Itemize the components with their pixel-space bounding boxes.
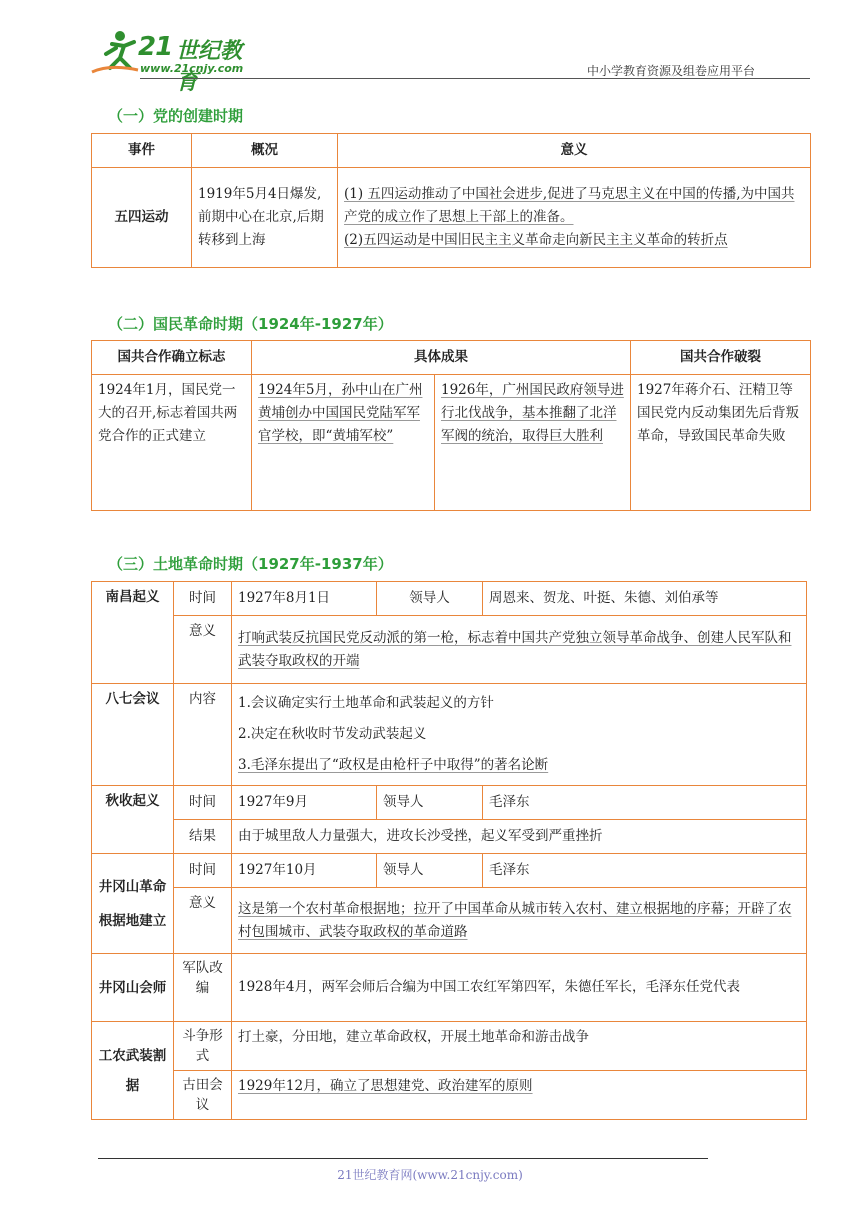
event-meaning [338,168,811,268]
platform-name: 中小学教育资源及组卷应用平台 [586,64,755,78]
section3-title: （三）土地革命时期（1927年-1937年） [108,555,393,573]
footer-divider [98,1158,708,1159]
section3-table [91,581,807,1120]
nanchang-meaning: 打响武装反抗国民党反动派的第一枪，标志着中国共产党独立领导革命战争、创建人民军队和武装夺取政权的开端 [232,616,807,684]
cell-whampoa: 1924年5月，孙中山在广州黄埔创办中国国民党陆军军官学校，即“黄埔军校” [252,375,435,511]
qiushou-leader-label: 领导人 [377,786,483,820]
qiushou-time-label: 时间 [174,786,232,820]
logo-url: www.21cnjy.com [140,62,244,75]
logo-text: 世纪教育 [176,39,243,95]
jinggangshan-name: 井冈山革命根据地建立 [92,854,174,954]
qiushou-leader: 毛泽东 [483,786,807,820]
nanchang-leader: 周恩来、贺龙、叶挺、朱德、刘伯承等 [483,582,807,616]
section2-table [91,340,811,511]
baqi-content-label: 内容 [174,684,232,786]
qiushou-name: 秋收起义 [92,786,174,854]
footer-text: 21世纪教育网(www.21cnjy.com) [337,1168,523,1182]
gegju-form-label: 斗争形式 [174,1022,232,1071]
huishi-label: 军队改编 [174,954,232,1022]
logo-number: 21 [138,32,173,62]
section2-title: （二）国民革命时期（1924年-1927年） [108,315,393,333]
baqi-item-1: 1.会议确定实行土地革命和武装起义的方针 [238,695,494,711]
jinggangshan-time-label: 时间 [174,854,232,888]
jinggangshan-meaning-label: 意义 [174,888,232,954]
cell-establish: 1924年1月，国民党一大的召开,标志着国共两党合作的正式建立 [92,375,252,511]
gegju-name: 工农武装割据 [92,1022,174,1120]
section1-title: （一）党的创建时期 [108,107,244,125]
jinggangshan-time: 1927年10月 [232,854,377,888]
baqi-item-2: 2.决定在秋收时节发动武装起义 [238,726,427,742]
runner-icon [90,28,140,76]
huishi-content: 1928年4月，两军会师后合编为中国工农红军第四军，朱德任军长，毛泽东任党代表 [232,954,807,1022]
cell-break: 1927年蒋介石、汪精卫等国民党内反动集团先后背叛革命，导致国民革命失败 [631,375,811,511]
baqi-content [232,684,807,786]
qiushou-result: 由于城里敌人力量强大，进攻长沙受挫，起义军受到严重挫折 [232,820,807,854]
baqi-item-3: 3.毛泽东提出了“政权是由枪杆子中取得”的著名论断 [238,757,549,773]
gutian-label: 古田会议 [174,1071,232,1120]
header-results: 具体成果 [252,341,631,375]
header-divider [140,78,810,79]
nanchang-leader-label: 领导人 [377,582,483,616]
baqi-name: 八七会议 [92,684,174,786]
qiushou-result-label: 结果 [174,820,232,854]
header-event: 事件 [92,134,192,168]
logo [90,28,260,95]
nanchang-name: 南昌起义 [92,582,174,684]
nanchang-meaning-label: 意义 [174,616,232,684]
header-break: 国共合作破裂 [631,341,811,375]
gutian-content: 1929年12月，确立了思想建党、政治建军的原则 [232,1071,807,1120]
jinggangshan-leader: 毛泽东 [483,854,807,888]
header-overview: 概况 [192,134,338,168]
nanchang-time: 1927年8月1日 [232,582,377,616]
gegju-form: 打土豪，分田地，建立革命政权，开展土地革命和游击战争 [232,1022,807,1071]
huishi-name: 井冈山会师 [92,954,174,1022]
cell-northern-expedition: 1926年，广州国民政府领导进行北伐战争，基本推翻了北洋军阀的统治，取得巨大胜利 [435,375,631,511]
page-header [90,28,810,95]
qiushou-time: 1927年9月 [232,786,377,820]
header-meaning: 意义 [338,134,811,168]
event-overview: 1919年5月4日爆发,前期中心在北京,后期转移到上海 [192,168,338,268]
jinggangshan-leader-label: 领导人 [377,854,483,888]
meaning-line-2: (2)五四运动是中国旧民主主义革命走向新民主主义革命的转折点 [344,232,728,248]
nanchang-time-label: 时间 [174,582,232,616]
jinggangshan-meaning: 这是第一个农村革命根据地；拉开了中国革命从城市转入农村、建立根据地的序幕；开辟了农村包围城市、武装夺取政权的革命道路 [232,888,807,954]
meaning-line-1: (1) 五四运动推动了中国社会进步,促进了马克思主义在中国的传播,为中国共产党的成立作了思想上干部上的准备。 [344,186,795,225]
section1-table [91,133,811,268]
event-name: 五四运动 [92,168,192,268]
header-establish: 国共合作确立标志 [92,341,252,375]
